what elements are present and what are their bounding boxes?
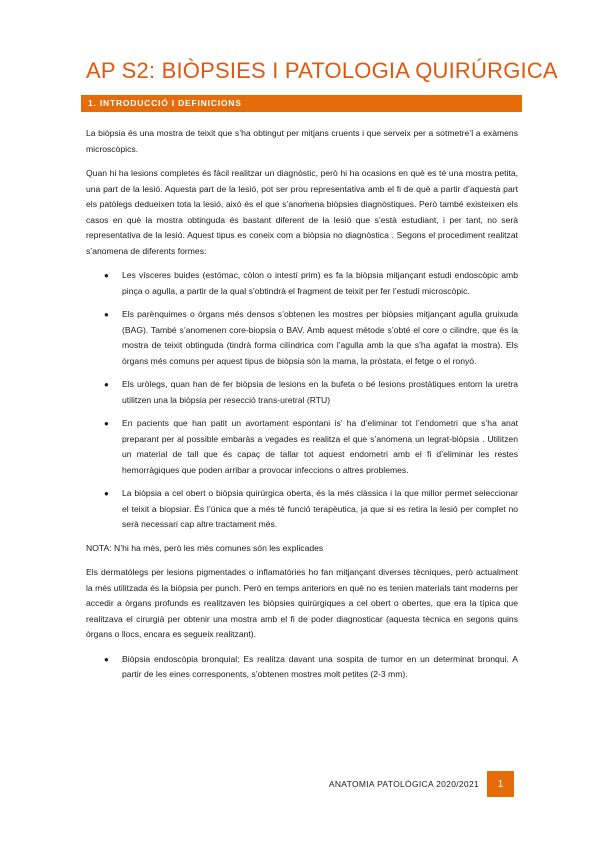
bullet-icon: ● [104, 654, 109, 664]
paragraph-dermatology: Els dermatòlegs per lesions pigmentades o inflamatòries ho fan mitjançant diverses tècniques, però actualment la més utilitzada és la biòpsia per punch. Però en temps anteriors en què no es tenien materials tant moderns per accedir a òrgans profunds es realitzaven les biòpsies quirúrgiques a cel obert o obertes, que era la típica que realitzava el cirurgià per obtenir una mostra amb el fi de poder diagnosticar (aquesta tècnica en segons quins òrgans o llocs, encara es segueix realitzant). [86, 567, 518, 639]
list-item: ● Els parènquimes o òrgans més densos s’obtenen les mostres per biòpsies mitjançant agulla gruixuda (BAG). També s’anomenen core-biopsia o BAV. Amb aquest mètode s’obté el core o cilindre, que és la mostra de teixit obtinguda (tindrà forma cilíndrica com l’agulla amb la que s’ha agafat la mostra). Els òrgans més comuns per aquest tipus de biòpsia són la mama, la pròstata, el fetge o el ronyó. [104, 309, 518, 366]
list-item: ● Els uròlegs, quan han de fer biòpsia de lesions en la bufeta o bé lesions prostàtiques entorn la uretra utilitzen una la biòpsia per resecció trans-uretral (RTU) [104, 379, 518, 405]
note-text: NOTA: N’hi ha més, però les més comunes són les explicades [86, 542, 324, 553]
biopsy-type-list-2 [86, 652, 518, 683]
footer-course-label: ANATOMIA PATOLÒGICA 2020/2021 [328, 779, 479, 789]
page-number: 1 [487, 771, 514, 797]
list-item: ● Les vísceres buides (estómac, còlon o intestí prim) es fa la biòpsia mitjançant estudi endoscòpic amb pinça o agulla, a partir de la qual s’obtindrà el fragment de teixit per fer l’estudi microscòpic. [104, 270, 518, 296]
section-heading: 1. INTRODUCCIÓ I DEFINICIONS [81, 95, 522, 112]
list-item: ● Biòpsia endoscòpia bronquial: Es realitza davant una sospita de tumor en un determinat bronqui. A partir de les eines corresponents, s’obtenen mostres molt petites (2-3 mm). [104, 653, 518, 679]
list-item: ● En pacients que han patit un avortament espontani is’ ha d’eliminar tot l’endometri que s’ha anat preparant per al possible embaràs a vegades es realitza el que s’anomena un legrat-biòpsia . Utilitzen un material de tall que és capaç de tallar tot aquest endometri amb el fi d’eliminar les restes hemorràgiques que poden arribar a provocar infeccions o altres problemes. [104, 418, 518, 475]
page-title: AP S2: BIÒPSIES I PATOLOGIA QUIRÚRGICA [86, 58, 558, 83]
paragraph-diagnostic: Quan hi ha lesions completes és fàcil realitzar un diagnòstic, però hi ha ocasions en què es té una mostra petita, una part de la lesió. Aquesta part de la lesió, pot ser prou representativa amb el fi de què a partir d’aquesta part els patòlegs dedueixen tota la lesió, això és el que s’anomena biòpsies diagnòstiques. Però també existeixen els casos en què la mostra obtinguda és bastant diferent de la lesió que s’està estudiant, i per tant, no serà representativa de la lesió. Aquest tipus es coneix com a biòpsia no diagnòstica . Segons el procediment realitzat s’anomena de diferents formes: [86, 168, 518, 256]
paragraph-definition: La biòpsia és una mostra de teixit que s’ha obtingut per mitjans cruents i que serveix per a sotmetre’l a exàmens microscòpics. [86, 128, 518, 154]
bullet-icon: ● [104, 271, 109, 280]
bullet-icon: ● [104, 419, 109, 428]
list-item: ● La biòpsia a cel obert o biòpsia quirúrgica oberta, és la més clàssica i la que millor permet seleccionar el teixit a biopsiar. És l’única que a més té funció terapèutica, ja que si es retira la lesió per complet no serà necessari cap altre tractament més. [104, 488, 518, 529]
biopsy-type-list [86, 268, 518, 533]
document-body [86, 126, 518, 691]
bullet-icon: ● [104, 310, 109, 319]
page-footer [329, 771, 514, 797]
bullet-icon: ● [104, 380, 109, 389]
bullet-icon: ● [104, 489, 109, 498]
